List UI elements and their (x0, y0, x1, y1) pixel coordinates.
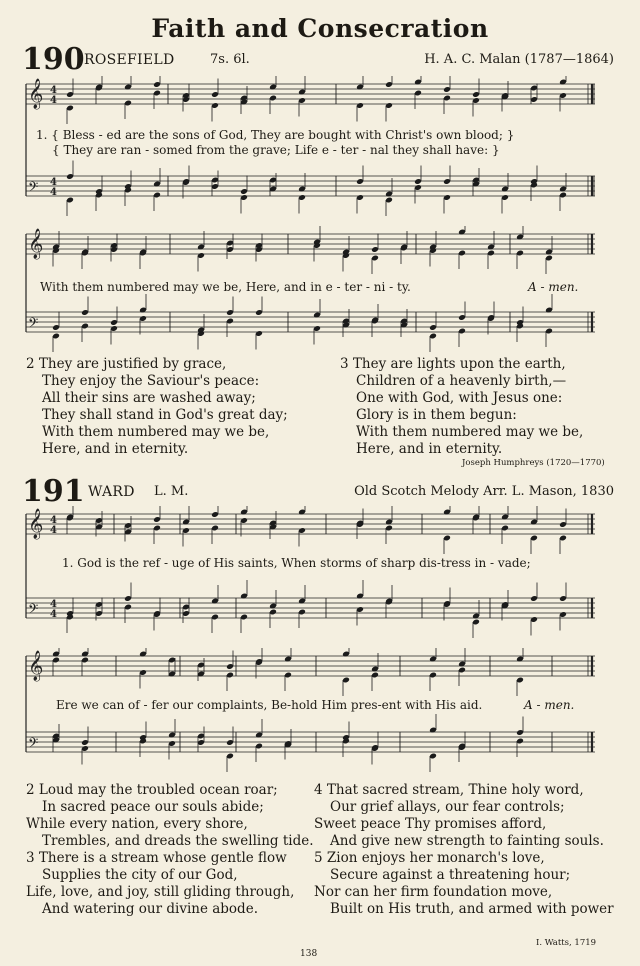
lyric-line: { They are ran - somed from the grave; Life e - ter - nal they shall have: } (52, 143, 500, 157)
lyric-line: 1. God is the ref - uge of His saints, When storms of sharp dis-tress in - vade; (62, 556, 531, 570)
page-number: 138 (300, 949, 318, 959)
amen-text: A - men. (528, 280, 579, 294)
svg-text:𝄞: 𝄞 (28, 79, 44, 109)
svg-text:4: 4 (50, 187, 57, 198)
svg-text:4: 4 (50, 525, 57, 536)
music-system (20, 506, 600, 638)
author-credit: Joseph Humphreys (1720—1770) (462, 458, 605, 468)
composer: H. A. C. Malan (1787—1864) (424, 52, 614, 67)
svg-text:4: 4 (50, 85, 57, 96)
section-title: Faith and Consecration (151, 14, 489, 43)
hymn-191-header (22, 474, 622, 509)
amen-text: A - men. (524, 698, 575, 712)
svg-text:4: 4 (50, 599, 57, 610)
svg-text:𝄞: 𝄞 (28, 229, 44, 259)
verse-3: 3 They are lights upon the earth, Children of a heavenly birth,— One with God, with Jesus one: Glory is in them begun: With them numbered may we be, Here, and in eternity. (340, 356, 584, 457)
svg-text:4: 4 (50, 609, 57, 620)
svg-text:𝄢: 𝄢 (28, 735, 39, 754)
svg-text:4: 4 (50, 177, 57, 188)
hymn-number: 191 (22, 474, 85, 509)
svg-text:𝄢: 𝄢 (28, 179, 39, 198)
verse-2: 2 They are justified by grace, They enjoy the Saviour's peace: All their sins are washed away; They shall stand in God's great day; With them numbered may we be, Here, and in eternity. (26, 356, 288, 457)
verse-2: 2 Loud may the troubled ocean roar; In sacred peace our souls abide; While every nation, every shore, Trembles, and dreads the swelling tide. (26, 782, 314, 849)
verse-5: 5 Zion enjoys her monarch's love, Secure against a threatening hour; Nor can her firm foundation move, Built on His truth, and armed with power (314, 850, 614, 917)
lyric-line: 1. { Bless - ed are the sons of God, They are bought with Christ's own blood; } (36, 128, 515, 142)
svg-text:𝄢: 𝄢 (28, 315, 39, 334)
verse-4: 4 That sacred stream, Thine holy word, Our grief allays, our fear controls; Sweet peace Thy promises afford, And give new strength to fainting souls. (314, 782, 604, 849)
hymn-number: 190 (22, 42, 85, 77)
svg-text:𝄞: 𝄞 (28, 651, 44, 681)
verse-3: 3 There is a stream whose gentle flow Supplies the city of our God, Life, love, and joy, still gliding through, And watering our divine abode. (26, 850, 295, 917)
meter: L. M. (154, 484, 189, 499)
svg-text:𝄢: 𝄢 (28, 601, 39, 620)
tune-name: ROSEFIELD (84, 52, 175, 68)
svg-text:𝄞: 𝄞 (28, 509, 44, 539)
tune-name: WARD (88, 484, 135, 500)
svg-text:4: 4 (50, 95, 57, 106)
svg-text:4: 4 (50, 515, 57, 526)
composer: Old Scotch Melody Arr. L. Mason, 1830 (354, 484, 614, 499)
lyric-line: With them numbered may we be, Here, and in e - ter - ni - ty. (40, 280, 411, 294)
hymn-190-header (22, 42, 622, 77)
lyric-line: Ere we can of - fer our complaints, Be-hold Him pres-ent with His aid. (56, 698, 483, 712)
author-credit: I. Watts, 1719 (536, 938, 597, 948)
meter: 7s. 6l. (210, 52, 250, 67)
